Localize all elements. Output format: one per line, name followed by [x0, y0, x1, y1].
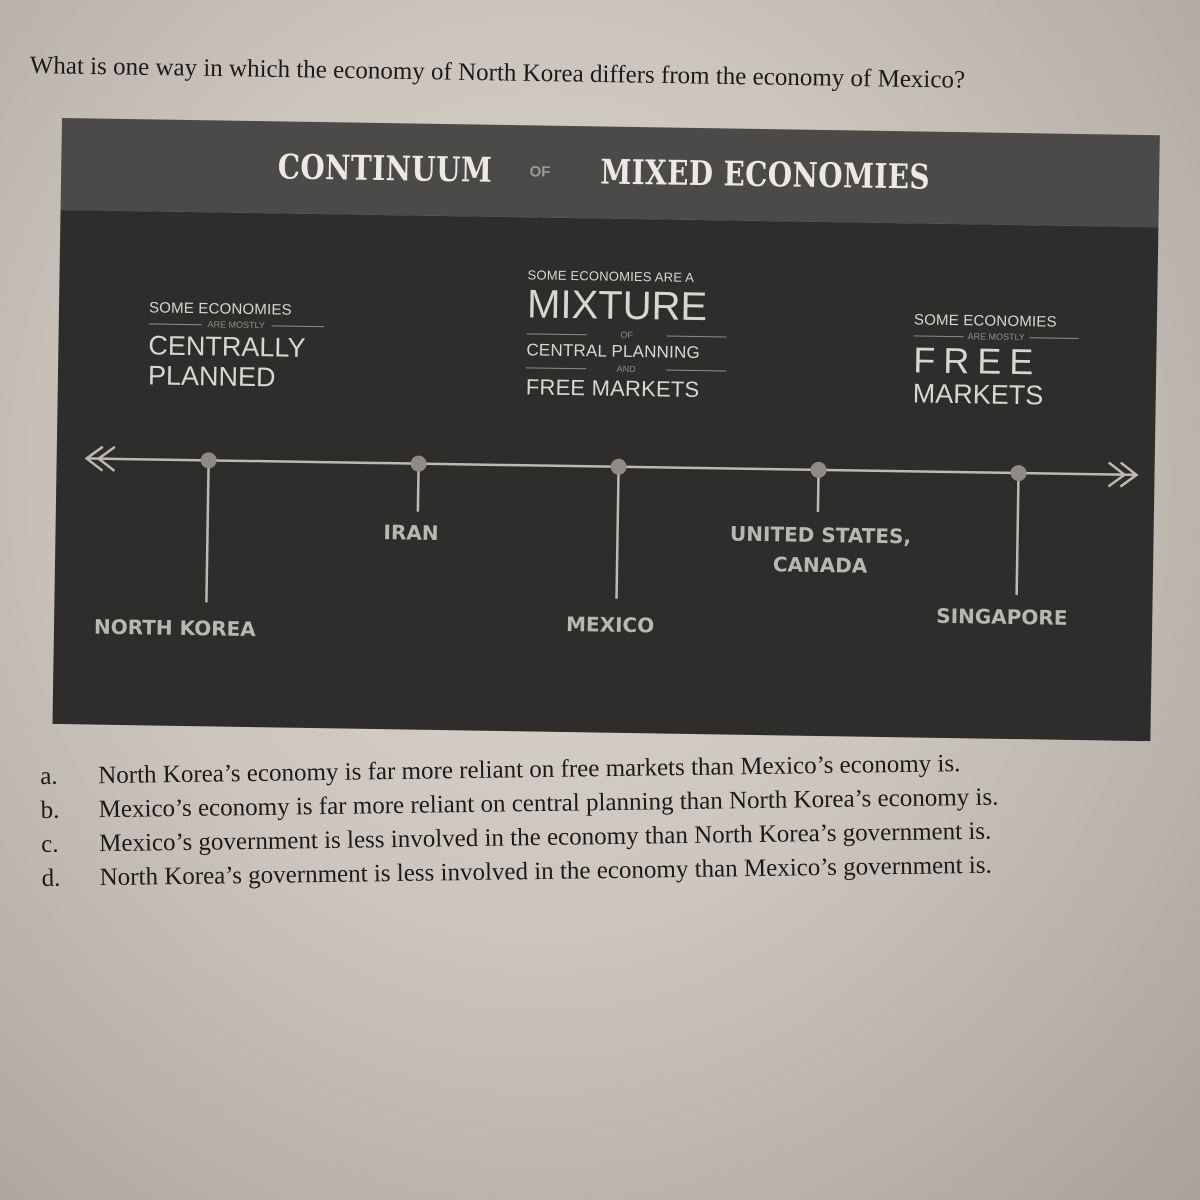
country-mexico: MEXICO — [565, 611, 655, 638]
right-label-line3: FREE — [912, 339, 1042, 383]
question-text: What is one way in which the economy of North Korea differs from the economy of Mexico? — [29, 52, 966, 94]
answer-c-letter: c. — [40, 830, 59, 858]
center-label-line3: OF — [527, 328, 727, 341]
tick-mexico — [617, 467, 619, 599]
figure-body — [52, 210, 1158, 741]
center-label-line6: FREE MARKETS — [525, 374, 700, 403]
left-label-line4: PLANNED — [147, 360, 276, 393]
left-label-line1: SOME ECONOMIES — [148, 299, 292, 319]
continuum-line — [52, 210, 1158, 741]
country-north-korea: NORTH KOREA — [93, 614, 256, 642]
left-label-line3: CENTRALLY — [148, 330, 306, 363]
right-label-line1: SOME ECONOMIES — [913, 311, 1057, 331]
dot-us-canada — [810, 462, 826, 478]
country-us-canada — [695, 518, 946, 582]
country-us-line2: CANADA — [772, 552, 868, 578]
answer-a-text: North Korea’s economy is far more reliant on free markets than Mexico’s economy is. — [98, 750, 961, 790]
answer-b-text: Mexico’s economy is far more reliant on central planning than North Korea’s economy is. — [98, 783, 999, 824]
country-iran: IRAN — [383, 520, 439, 545]
center-label-line1: SOME ECONOMIES ARE A — [527, 267, 695, 285]
figure-title-continuum: CONTINUUM — [277, 147, 493, 191]
answer-a-letter: a. — [40, 762, 58, 790]
figure-title-of: OF — [529, 162, 551, 181]
tick-north-korea — [206, 460, 208, 602]
answer-choices — [40, 744, 1182, 896]
right-label-line4: MARKETS — [912, 378, 1044, 411]
continuum-figure — [52, 118, 1159, 741]
center-label-line4: CENTRAL PLANNING — [526, 340, 701, 363]
left-label-line2: ARE MOSTLY — [149, 318, 324, 331]
figure-header — [61, 118, 1160, 227]
figure-title-mixed-economies: MIXED ECONOMIES — [600, 152, 931, 198]
dot-iran — [410, 456, 426, 472]
dot-north-korea — [201, 452, 217, 468]
tick-singapore — [1017, 473, 1019, 595]
answer-b-letter: b. — [40, 796, 60, 824]
right-label-line2: ARE MOSTLY — [914, 330, 1079, 343]
answer-c-text: Mexico’s government is less involved in the economy than North Korea’s government is. — [98, 817, 992, 858]
center-label-line2: MIXTURE — [526, 282, 708, 330]
answer-d-text: North Korea’s government is less involved in the economy than Mexico’s government is. — [99, 851, 992, 892]
country-singapore: SINGAPORE — [936, 603, 1068, 630]
answer-d-letter: d. — [41, 864, 61, 892]
dot-singapore — [1010, 465, 1026, 481]
country-us-line1: UNITED STATES, — [729, 521, 912, 549]
dot-mexico — [610, 459, 626, 475]
center-label-line5: AND — [526, 362, 726, 375]
